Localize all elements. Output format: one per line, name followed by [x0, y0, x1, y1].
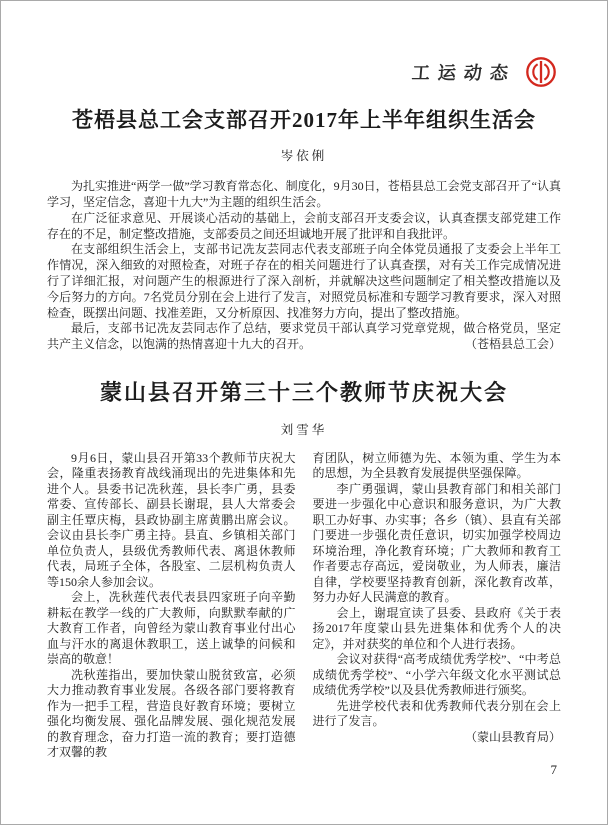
paragraph: 会议对获得“高考成绩优秀学校”、“中考总成绩优秀学校”、“小学六年级文化水平测试总成绩优秀学校”以及县优秀教师进行颁奖。	[312, 652, 561, 698]
paragraph: 9月6日，蒙山县召开第33个教师节庆祝大会，隆重表扬教育战线涌现出的先进集体和先进个人。县委书记冼秋莲，县长李广勇，县委常委、宣传部长、副县长谢琨，县人大常委会副主任覃庆梅，县政协副主席黄鹏出席会议。会议由县长李广勇主持。县直、乡镇相关部门单位负责人，县级优秀教师代表、离退休教师代表，局班子全体，各股室、二层机构负责人等150余人参加会议。	[47, 450, 296, 589]
article-2-attribution: （蒙山县教育局）	[464, 729, 561, 744]
paragraph: 会上，谢琨宣读了县委、县政府《关于表扬2017年度蒙山县先进集体和优秀个人的决定》，并对获奖的单位和个人进行表扬。	[312, 605, 561, 651]
article-1-body	[47, 179, 561, 353]
paragraph: 在广泛征求意见、开展谈心活动的基础上，会前支部召开支委会议，认真查摆支部党建工作存在的不足，制定整改措施，支部委员之间还坦诚地开展了批评和自我批评。	[47, 210, 561, 241]
paragraph: 冼秋莲指出，要加快蒙山脱贫致富，必须大力推动教育事业发展。各级各部门要将教育作为一把手工程，营造良好教育环境；要树立强化均衡发展、强化品牌发展、强化规范发展的教育理念，奋力打造一流的教育；要打造德才双馨的教	[47, 667, 296, 760]
paragraph: 李广勇强调，蒙山县教育部门和相关部门要进一步强化中心意识和服务意识，为广大教职工办好事、办实事；各乡（镇）、县直有关部门要进一步强化责任意识，切实加强学校周边环境治理，净化教育环境；广大教师和教育工作者要志存高远，爱岗敬业，为人师表，廉洁自律，学校要坚持教育创新，深化教育改革，努力办好人民满意的教育。	[312, 481, 561, 605]
article-2-title: 蒙山县召开第三十三个教师节庆祝大会	[99, 380, 508, 406]
page-number: 7	[550, 762, 557, 777]
paragraph: 为扎实推进“两学一做”学习教育常态化、制度化，9月30日，苍梧县总工会党支部召开了“认真学习，坚定信念，喜迎十九大”为主题的组织生活会。	[47, 179, 561, 210]
page-header	[1, 1, 607, 91]
article-2	[1, 379, 607, 761]
union-emblem-icon	[525, 56, 557, 88]
article-1-title: 苍梧县总工会支部召开2017年上半年组织生活会	[72, 108, 536, 132]
left-column	[47, 451, 296, 761]
article-1	[1, 107, 607, 353]
paragraph: 在支部组织生活会上，支部书记冼友芸同志代表支部班子向全体党员通报了支委会上半年工作情况，深入细致的对照检查，对班子存在的相关问题进行了认真查摆，对有关工作完成情况进行了详细汇报，对问题产生的根源进行了深入剖析，并就解决这些问题制定了相关整改措施以及今后努力的方向。7名党员分别在会上进行了发言，对照党员标准和专题学习教育要求，深入对照检查，既摆出问题、找准差距，又分析原因、找准努力方向，提出了整改措施。	[47, 242, 561, 320]
article-2-body	[47, 451, 561, 761]
article-1-author: 岑依俐	[280, 149, 328, 164]
paragraph-continuation: 育团队，树立师德为先、本领为重、学生为本的思想，为全县教育发展提供坚强保障。	[312, 450, 561, 481]
right-column	[313, 451, 562, 761]
paragraph: 先进学校代表和优秀教师代表分别在会上进行了发言。	[312, 698, 561, 729]
article-2-author: 刘雪华	[280, 422, 328, 437]
paragraph: 最后，支部书记冼友芸同志作了总结，要求党员干部认真学习党章党规，做合格党员，坚定共产主义信念，以饱满的热情喜迎十九大的召开。	[47, 321, 561, 352]
paragraph: 会上，冼秋莲代表代表县四家班子向辛勤耕耘在教学一线的广大教师，向默默奉献的广大教育工作者，向曾经为蒙山教育事业付出心血与汗水的离退休教职工，送上诚挚的问候和崇高的敬意！	[47, 590, 296, 667]
article-1-attribution: （苍梧县总工会）	[464, 337, 561, 352]
masthead-title: 工运动态	[411, 63, 517, 83]
